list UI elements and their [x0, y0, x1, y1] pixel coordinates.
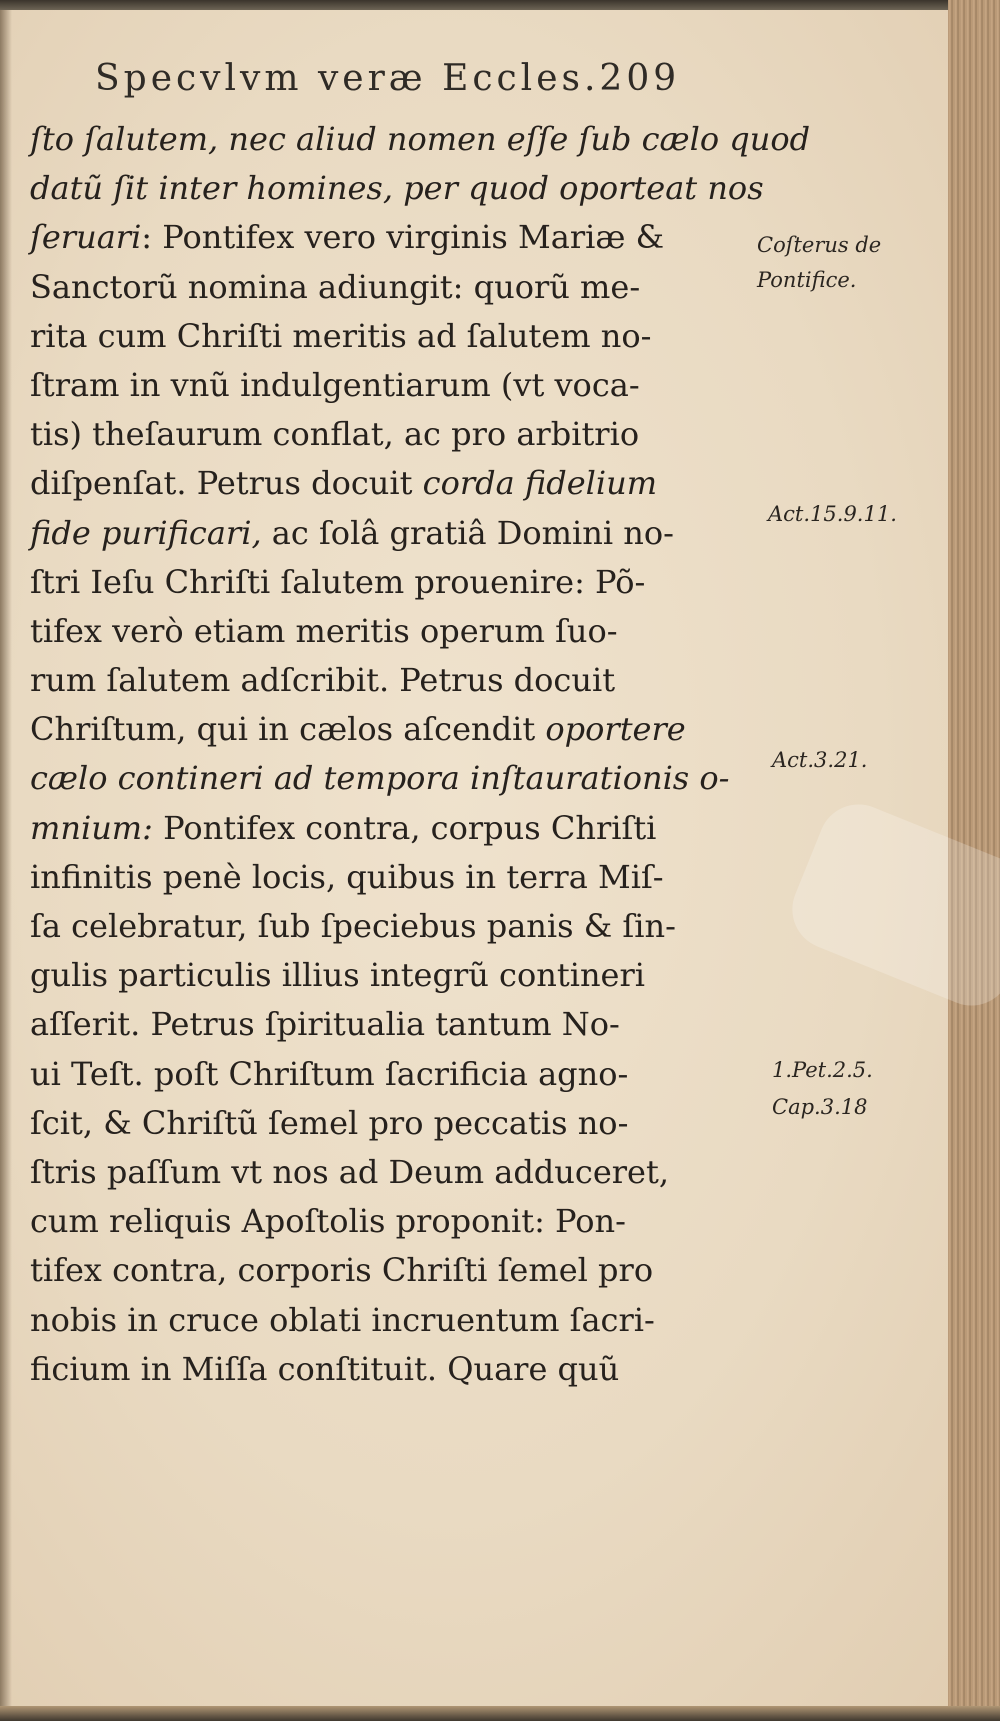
roman-text: : Pontifex vero virginis Mariæ &	[141, 218, 665, 257]
text-line	[30, 263, 760, 312]
text-line	[30, 853, 760, 902]
text-line	[30, 410, 760, 459]
marginal-note: Cap.3.18	[772, 1095, 868, 1119]
text-line	[30, 754, 760, 803]
text-line	[30, 804, 760, 853]
text-line	[30, 1099, 760, 1148]
roman-text: ſa celebratur, ſub ſpeciebus panis & ſin-	[30, 907, 676, 945]
text-line	[30, 607, 760, 656]
text-line	[30, 1148, 760, 1197]
marginal-note: Act.15.9.11.	[768, 502, 897, 526]
italic-text: datũ ſit inter homines, per quod oporteat nos	[30, 169, 764, 208]
roman-text: diſpenſat. Petrus docuit	[30, 464, 423, 503]
italic-text: corda fidelium	[422, 464, 658, 503]
italic-text: ſto ſalutem, nec aliud nomen eſſe ſub cælo quod	[30, 120, 811, 158]
text-line	[30, 213, 760, 262]
roman-text: Sanctorũ nomina adiungit: quorũ me-	[30, 267, 641, 306]
marginal-note: Act.3.21.	[772, 748, 868, 772]
roman-text: ui Teſt. poſt Chriſtum ſacrificia agno-	[30, 1054, 629, 1093]
text-line	[30, 951, 760, 1000]
text-line	[30, 312, 760, 361]
text-line	[30, 509, 760, 558]
text-line	[30, 705, 760, 754]
roman-text: rita cum Chriſti meritis ad ſalutem no-	[30, 316, 652, 355]
text-line	[30, 558, 760, 607]
text-line	[30, 1246, 760, 1295]
italic-text: mnium:	[30, 808, 153, 847]
text-line	[30, 1197, 760, 1246]
bottom-edge	[0, 1706, 1000, 1721]
roman-text: ſcit, & Chriſtũ ſemel pro peccatis no-	[30, 1103, 629, 1142]
roman-text: rum ſalutem adſcribit. Petrus docuit	[30, 661, 616, 700]
roman-text: ſtram in vnũ indulgentiarum (vt voca-	[30, 365, 640, 404]
roman-text: tifex verò etiam meritis operum ſuo-	[30, 611, 618, 650]
top-edge	[0, 0, 1000, 10]
italic-text: ſeruari	[30, 218, 142, 257]
roman-text: tifex contra, corporis Chriſti ſemel pro	[30, 1251, 654, 1290]
text-line	[30, 115, 811, 164]
italic-text: fide purificari,	[30, 513, 262, 552]
spine-shadow	[0, 0, 12, 1721]
text-line	[30, 1050, 760, 1099]
roman-text: ficium in Miſſa conſtituit. Quare quũ	[30, 1349, 620, 1388]
marginal-note: Pontifice.	[757, 268, 857, 292]
running-head: Specvlvm verӕ Eccles.209	[95, 58, 681, 99]
roman-text: aſſerit. Petrus ſpiritualia tantum No-	[30, 1005, 620, 1044]
roman-text: cum reliquis Apoſtolis proponit: Pon-	[30, 1202, 626, 1241]
roman-text: Pontifex contra, corpus Chriſti	[152, 808, 657, 847]
marginal-note: 1.Pet.2.5.	[772, 1058, 873, 1082]
italic-text: oportere	[545, 710, 686, 749]
text-line	[30, 902, 760, 951]
italic-text: cælo contineri ad tempora inſtaurationis o-	[30, 759, 730, 798]
roman-text: infinitis penè locis, quibus in terra Miſ-	[30, 857, 664, 896]
roman-text: tis) theſaurum conflat, ac pro arbitrio	[30, 415, 640, 454]
roman-text: gulis particulis illius integrũ contineri	[30, 956, 646, 995]
roman-text: ſtris paſſum vt nos ad Deum adduceret,	[30, 1152, 670, 1191]
roman-text: Chriſtum, qui in cælos aſcendit	[30, 710, 546, 749]
text-line	[30, 656, 760, 705]
text-line	[30, 459, 760, 508]
text-line	[30, 1345, 760, 1394]
marginal-note: Coſterus de	[757, 233, 882, 257]
roman-text: nobis in cruce oblati incruentum ſacri-	[30, 1300, 655, 1339]
roman-text: ſtri Ieſu Chriſti ſalutem prouenire: Põ-	[30, 562, 646, 601]
text-line	[30, 164, 764, 213]
roman-text: ac ſolâ gratiâ Domini no-	[261, 513, 674, 552]
text-line	[30, 1000, 760, 1049]
text-line	[30, 361, 760, 410]
text-line	[30, 1296, 760, 1345]
